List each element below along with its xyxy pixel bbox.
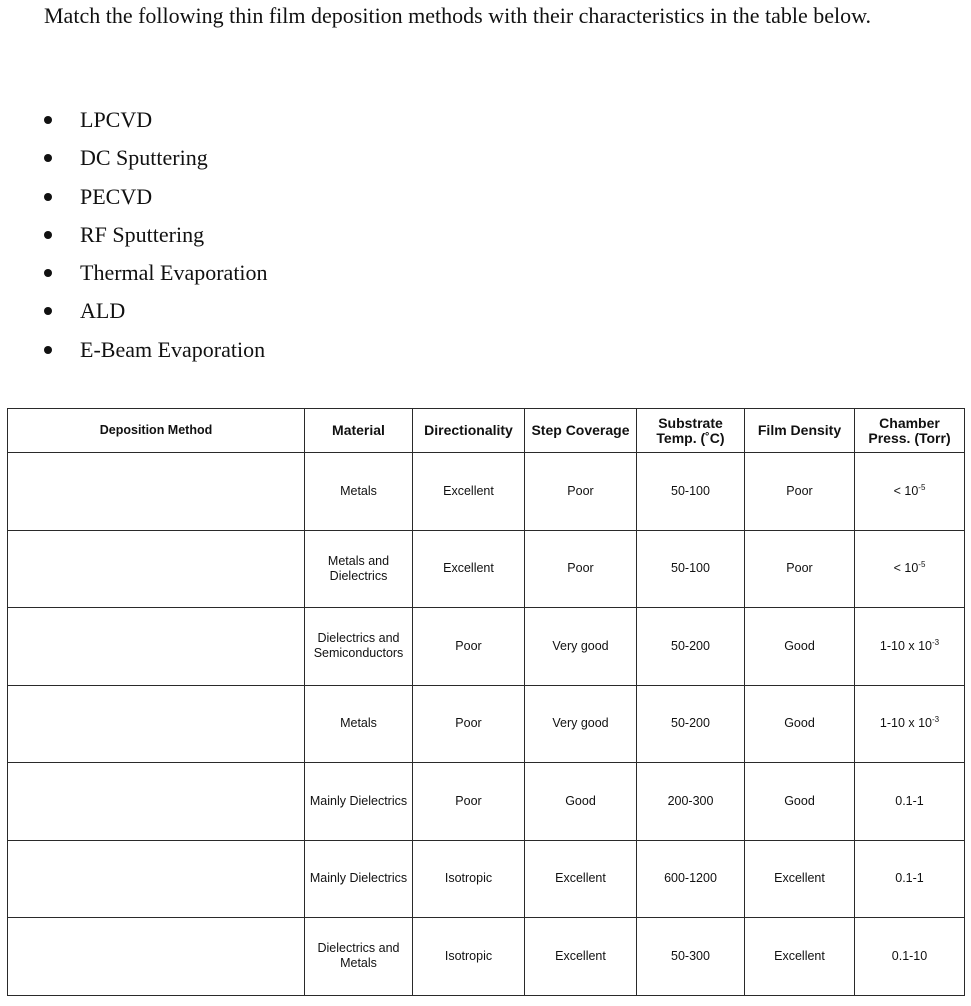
list-item xyxy=(0,331,268,369)
method-name: PECVD xyxy=(80,183,153,209)
table-row xyxy=(8,530,965,608)
pressure-value: 1-10 x 10 xyxy=(879,638,932,653)
deposition-method-list xyxy=(0,101,268,369)
chamber-press-cell xyxy=(855,530,965,608)
material-cell: Metals xyxy=(305,685,413,763)
table-row xyxy=(8,918,965,996)
table-row xyxy=(8,685,965,763)
list-item xyxy=(0,254,268,292)
method-name: LPCVD xyxy=(80,107,153,132)
deposition-method-cell xyxy=(8,685,305,763)
header-deposition-method: Deposition Method xyxy=(8,409,305,453)
header-chamber-press: Chamber Press. (Torr) xyxy=(855,409,965,453)
substrate-temp-cell: 50-100 xyxy=(637,453,745,531)
pressure-value: 1-10 x 10 xyxy=(879,716,932,731)
chamber-press-cell xyxy=(855,763,965,841)
list-item xyxy=(0,216,268,254)
bullet-icon xyxy=(44,154,52,162)
deposition-method-cell xyxy=(8,840,305,918)
method-name: RF Sputtering xyxy=(80,221,205,247)
list-item xyxy=(0,178,268,216)
method-name: DC Sputtering xyxy=(80,145,208,171)
header-directionality: Directionality xyxy=(413,409,525,453)
chamber-press-cell xyxy=(855,840,965,918)
list-item xyxy=(0,139,268,177)
deposition-method-cell xyxy=(8,453,305,531)
header-film-density: Film Density xyxy=(745,409,855,453)
bullet-icon xyxy=(44,116,52,124)
method-name: Thermal Evaporation xyxy=(80,260,268,286)
pressure-exponent: -5 xyxy=(918,482,926,492)
table-row xyxy=(8,608,965,686)
header-material: Material xyxy=(305,409,413,453)
film-density-cell: Poor xyxy=(745,453,855,531)
material-cell: Metals and Dielectrics xyxy=(305,530,413,608)
method-name: E-Beam Evaporation xyxy=(80,336,266,362)
pressure-exponent: -5 xyxy=(918,560,926,570)
material-cell: Mainly Dielectrics xyxy=(305,840,413,918)
deposition-method-cell xyxy=(8,918,305,996)
material-cell: Mainly Dielectrics xyxy=(305,763,413,841)
step-coverage-cell: Good xyxy=(525,763,637,841)
table-row xyxy=(8,840,965,918)
pressure-exponent: -3 xyxy=(932,637,940,647)
material-cell: Dielectrics and Metals xyxy=(305,918,413,996)
pressure-value: < 10 xyxy=(893,561,919,576)
pressure-value: 0.1-1 xyxy=(895,793,924,808)
substrate-temp-cell: 50-300 xyxy=(637,918,745,996)
film-density-cell: Poor xyxy=(745,530,855,608)
step-coverage-cell: Very good xyxy=(525,608,637,686)
substrate-temp-cell: 50-200 xyxy=(637,608,745,686)
pressure-exponent: -3 xyxy=(932,715,940,725)
pressure-value: < 10 xyxy=(893,483,919,498)
substrate-temp-cell: 50-100 xyxy=(637,530,745,608)
substrate-temp-cell: 50-200 xyxy=(637,685,745,763)
step-coverage-cell: Excellent xyxy=(525,918,637,996)
chamber-press-cell xyxy=(855,685,965,763)
directionality-cell: Poor xyxy=(413,608,525,686)
bullet-icon xyxy=(44,346,52,354)
instruction-text: Match the following thin film deposition methods with their characteristics in the table below. xyxy=(44,3,872,28)
table-row xyxy=(8,763,965,841)
bullet-icon xyxy=(44,307,52,315)
bullet-icon xyxy=(44,193,52,201)
directionality-cell: Poor xyxy=(413,763,525,841)
deposition-method-cell xyxy=(8,763,305,841)
film-density-cell: Good xyxy=(745,685,855,763)
chamber-press-cell xyxy=(855,608,965,686)
material-cell: Metals xyxy=(305,453,413,531)
substrate-temp-cell: 200-300 xyxy=(637,763,745,841)
step-coverage-cell: Poor xyxy=(525,530,637,608)
characteristics-table xyxy=(7,408,965,996)
header-substrate-temp: Substrate Temp. (˚C) xyxy=(637,409,745,453)
pressure-value: 0.1-1 xyxy=(895,871,924,886)
directionality-cell: Excellent xyxy=(413,453,525,531)
film-density-cell: Excellent xyxy=(745,840,855,918)
bullet-icon xyxy=(44,269,52,277)
deposition-method-cell xyxy=(8,608,305,686)
method-name: ALD xyxy=(80,298,126,324)
chamber-press-cell xyxy=(855,918,965,996)
step-coverage-cell: Excellent xyxy=(525,840,637,918)
table-header-row xyxy=(8,409,965,453)
deposition-method-cell xyxy=(8,530,305,608)
header-step-coverage: Step Coverage xyxy=(525,409,637,453)
material-cell: Dielectrics and Semiconductors xyxy=(305,608,413,686)
list-item xyxy=(0,101,268,139)
substrate-temp-cell: 600-1200 xyxy=(637,840,745,918)
film-density-cell: Excellent xyxy=(745,918,855,996)
chamber-press-cell xyxy=(855,453,965,531)
directionality-cell: Excellent xyxy=(413,530,525,608)
pressure-value: 0.1-10 xyxy=(891,948,928,963)
directionality-cell: Poor xyxy=(413,685,525,763)
step-coverage-cell: Poor xyxy=(525,453,637,531)
film-density-cell: Good xyxy=(745,763,855,841)
step-coverage-cell: Very good xyxy=(525,685,637,763)
table-row xyxy=(8,453,965,531)
film-density-cell: Good xyxy=(745,608,855,686)
bullet-icon xyxy=(44,231,52,239)
list-item xyxy=(0,292,268,330)
directionality-cell: Isotropic xyxy=(413,918,525,996)
directionality-cell: Isotropic xyxy=(413,840,525,918)
